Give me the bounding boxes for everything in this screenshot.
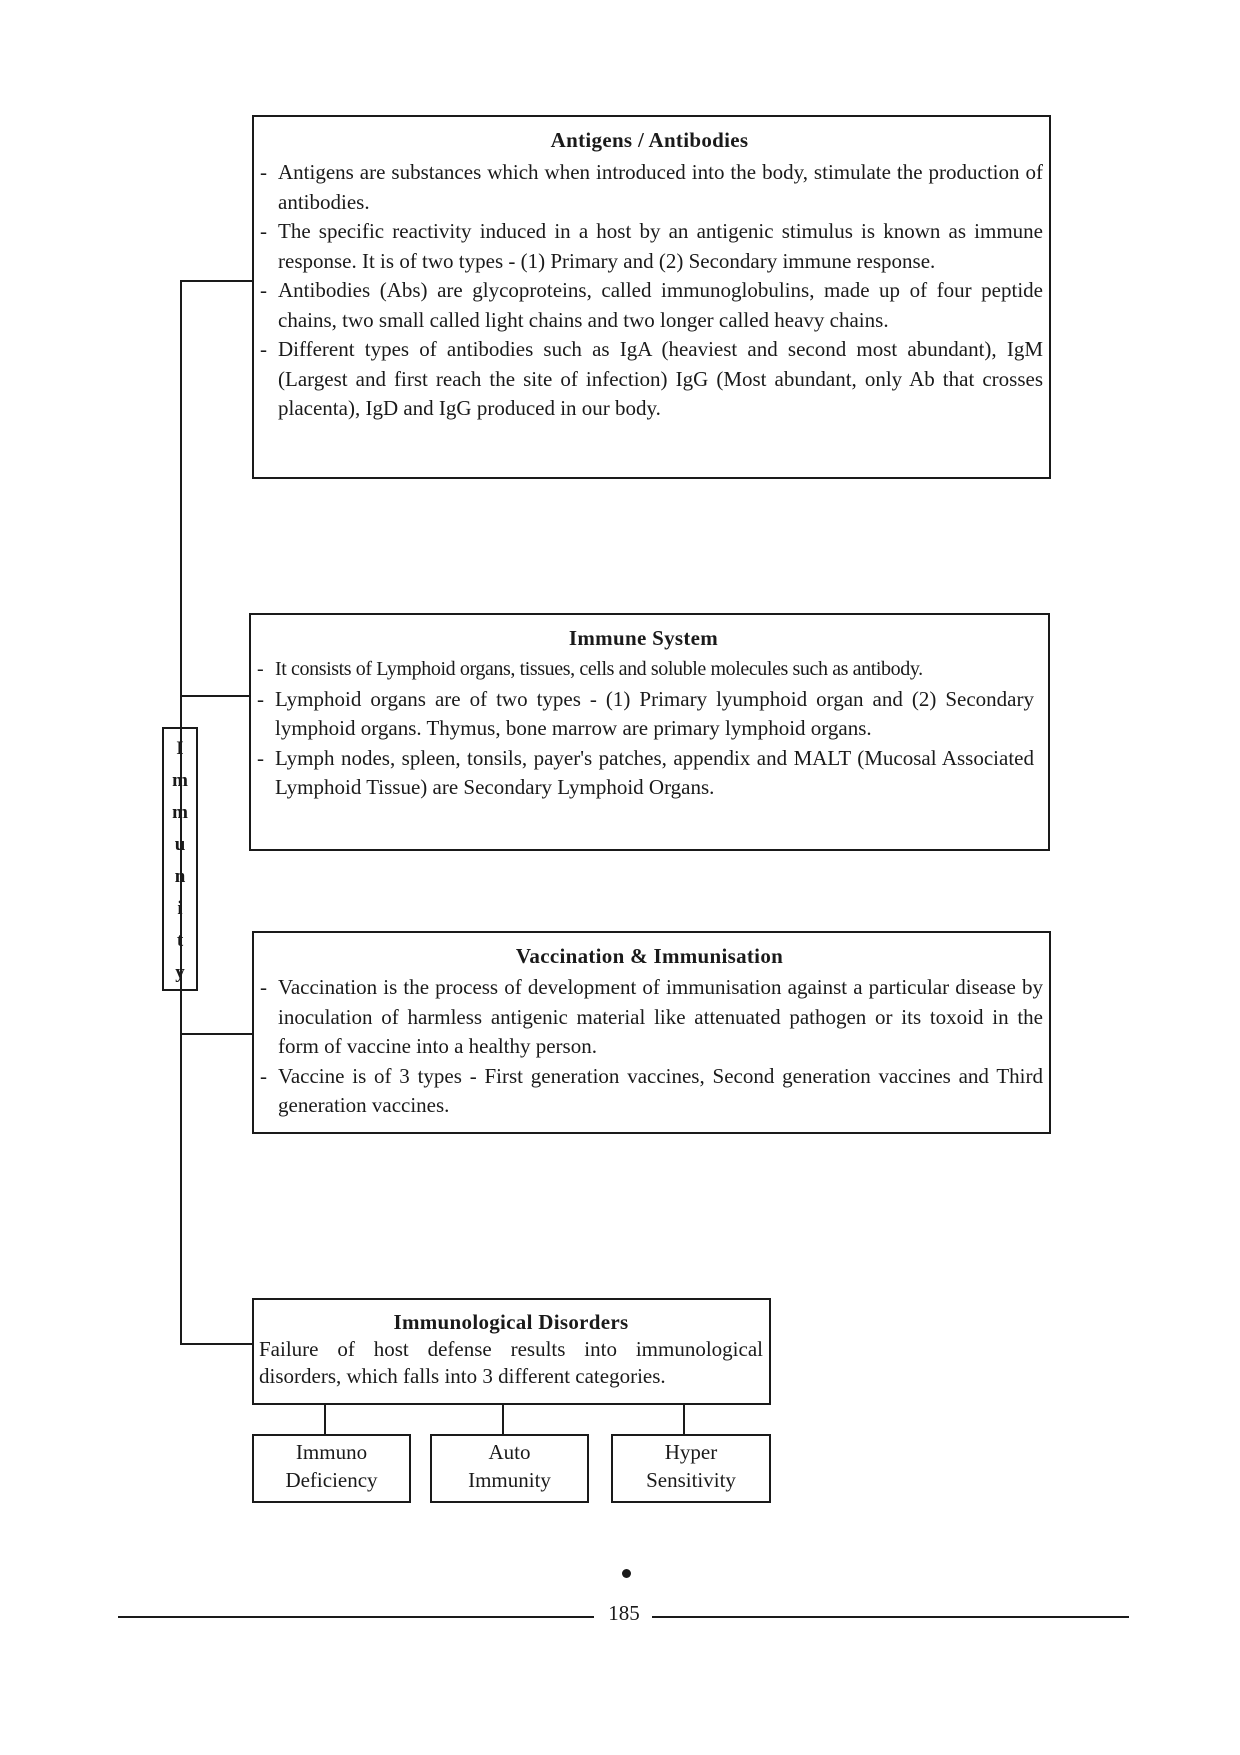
connector-hyper-sensitivity [683,1405,685,1434]
immune-system-box [249,613,1050,851]
category-hyper-sensitivity [611,1434,771,1503]
side-letter: u [174,834,186,855]
antigens-item: - Different types of antibodies such as IgA (heaviest and second most abundant), IgM (Largest and first reach the site of infection) IgG (Most abundant, only Ab that crosses placenta), IgD and IgG produced in our body. [256,335,1043,424]
immune-system-title: Immune System [568,626,719,650]
antigens-antibodies-title: Antigens / Antibodies [550,128,749,152]
connector-antigens [180,280,252,282]
connector-immune-system [180,695,249,697]
bullet-dot [622,1569,631,1578]
footer-rule-right [652,1616,1129,1618]
side-letter: i [177,898,183,919]
vaccination-item: - Vaccine is of 3 types - First generation vaccines, Second generation vaccines and Third generation vaccines. [256,1062,1043,1121]
connector-auto-immunity [502,1405,504,1434]
category-line: Deficiency [285,1468,378,1492]
category-line: Immunity [468,1468,551,1492]
side-letter: n [174,866,186,887]
immunological-disorders-title: Immunological Disorders [393,1310,629,1334]
antigens-item: - Antibodies (Abs) are glycoproteins, called immunoglobulins, made up of four peptide chains, two small called light chains and two longer called heavy chains. [256,276,1043,335]
immune-system-item: - Lymph nodes, spleen, tonsils, payer's patches, appendix and MALT (Mucosal Associated Lymphoid Tissue) are Secondary Lymphoid Organs. [253,744,1034,803]
category-line: Sensitivity [646,1468,736,1492]
immunity-side-label [162,727,198,991]
antigens-item: - The specific reactivity induced in a host by an antigenic stimulus is known as immune response. It is of two types - (1) Primary and (2) Secondary immune response. [256,217,1043,276]
side-letter: m [172,770,188,791]
category-line: Hyper [664,1440,718,1464]
category-auto-immunity [430,1434,589,1503]
immune-system-item: - It consists of Lymphoid organs, tissues, cells and soluble molecules such as antibody. [253,655,1034,685]
connector-immuno-deficiency [324,1405,326,1434]
immunological-disorders-text: Failure of host defense results into immunological disorders, which falls into 3 different categories. [259,1337,763,1388]
immune-system-item: - Lymphoid organs are of two types - (1) Primary lyumphoid organ and (2) Secondary lymphoid organs. Thymus, bone marrow are primary lymphoid organs. [253,685,1034,744]
category-line: Immuno [295,1440,368,1464]
immunological-disorders-box [252,1298,771,1405]
connector-disorders [180,1343,252,1345]
footer-rule-left [118,1616,594,1618]
page-number: 185 [608,1601,640,1625]
vaccination-item: - Vaccination is the process of development of immunisation against a particular disease by inoculation of harmless antigenic material like attenuated pathogen or its toxoid in the form of vaccine into a healthy person. [256,973,1043,1062]
side-letter: t [176,930,184,951]
connector-vaccination [180,1033,252,1035]
side-letter: m [172,802,188,823]
antigens-item: - Antigens are substances which when introduced into the body, stimulate the production of antibodies. [256,158,1043,217]
vaccination-title: Vaccination & Immunisation [515,944,784,968]
side-letter: I [176,738,184,759]
category-line: Auto [488,1440,531,1464]
antigens-antibodies-box [252,115,1051,479]
vaccination-box [252,931,1051,1134]
side-letter: y [175,962,185,983]
category-immuno-deficiency [252,1434,411,1503]
